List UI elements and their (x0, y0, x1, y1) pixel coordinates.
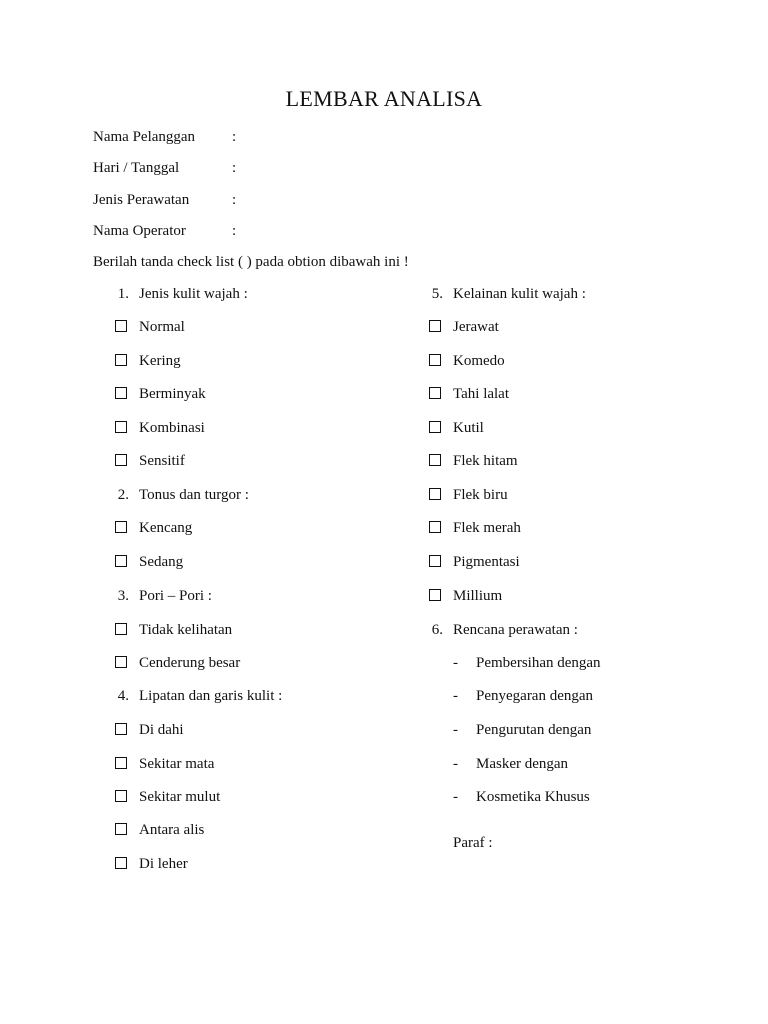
meta-colon: : (232, 223, 237, 239)
checkbox-label: Di dahi (139, 722, 184, 738)
meta-label: Jenis Perawatan (93, 192, 190, 208)
checkbox-label: Sedang (139, 554, 184, 570)
checkbox-label: Flek biru (453, 487, 508, 503)
checkbox[interactable] (115, 656, 127, 668)
checkbox[interactable] (115, 823, 127, 835)
checkbox[interactable] (115, 757, 127, 769)
checkbox[interactable] (429, 555, 441, 567)
meta-label: Nama Operator (93, 223, 186, 239)
dash-bullet: - (453, 756, 458, 772)
checkbox-label: Berminyak (139, 386, 206, 402)
dash-bullet: - (453, 722, 458, 738)
section-title: Lipatan dan garis kulit : (139, 688, 283, 704)
checkbox[interactable] (115, 387, 127, 399)
checkbox-label: Kutil (453, 420, 484, 436)
dash-bullet: - (453, 688, 458, 704)
checkbox-label: Tidak kelihatan (139, 622, 233, 638)
meta-label: Nama Pelanggan (93, 129, 196, 145)
dash-bullet: - (453, 789, 458, 805)
checkbox-label: Sekitar mulut (139, 789, 221, 805)
checkbox[interactable] (429, 354, 441, 366)
section-title: Rencana perawatan : (453, 622, 578, 638)
checkbox[interactable] (115, 354, 127, 366)
meta-colon: : (232, 160, 237, 176)
checkbox[interactable] (115, 790, 127, 802)
instruction-text: Berilah tanda check list ( ) pada obtion dibawah ini ! (93, 254, 409, 270)
checkbox-label: Cenderung besar (139, 655, 241, 671)
checkbox-label: Kombinasi (139, 420, 205, 436)
plan-item-label: Masker dengan (476, 756, 569, 772)
section-title: Tonus dan turgor : (139, 487, 249, 503)
checkbox[interactable] (429, 488, 441, 500)
checkbox[interactable] (429, 421, 441, 433)
checkbox[interactable] (429, 521, 441, 533)
section-number: 4. (117, 688, 129, 704)
dash-bullet: - (453, 655, 458, 671)
checkbox-label: Di leher (139, 856, 188, 872)
checkbox-label: Tahi lalat (453, 386, 510, 402)
plan-item-label: Kosmetika Khusus (476, 789, 590, 805)
checkbox-label: Kering (139, 353, 181, 369)
checkbox[interactable] (115, 723, 127, 735)
meta-label: Hari / Tanggal (93, 160, 180, 176)
section-title: Jenis kulit wajah : (139, 286, 248, 302)
plan-item-label: Penyegaran dengan (476, 688, 594, 704)
section-number: 3. (117, 588, 129, 604)
checkbox-label: Flek merah (453, 520, 521, 536)
checkbox-label: Antara alis (139, 822, 205, 838)
section-title: Kelainan kulit wajah : (453, 286, 586, 302)
checkbox-label: Jerawat (453, 319, 499, 335)
section-title: Pori – Pori : (139, 588, 212, 604)
checkbox[interactable] (115, 555, 127, 567)
checkbox-label: Millium (453, 588, 503, 604)
section-number: 6. (431, 622, 443, 638)
checkbox-label: Normal (139, 319, 185, 335)
section-number: 5. (431, 286, 443, 302)
section-number: 1. (117, 286, 129, 302)
checkbox[interactable] (429, 589, 441, 601)
checkbox[interactable] (115, 421, 127, 433)
checkbox-label: Komedo (453, 353, 505, 369)
checkbox[interactable] (115, 521, 127, 533)
meta-colon: : (232, 129, 237, 145)
checkbox-label: Sekitar mata (139, 756, 215, 772)
checkbox-label: Pigmentasi (453, 554, 520, 570)
checkbox[interactable] (429, 454, 441, 466)
form-title: LEMBAR ANALISA (285, 86, 483, 111)
checkbox[interactable] (115, 320, 127, 332)
checkbox-label: Flek hitam (453, 453, 518, 469)
checkbox[interactable] (115, 454, 127, 466)
checkbox[interactable] (429, 387, 441, 399)
paraf-label: Paraf : (453, 835, 493, 851)
plan-item-label: Pengurutan dengan (476, 722, 592, 738)
checkbox-label: Kencang (139, 520, 193, 536)
checkbox[interactable] (115, 857, 127, 869)
section-number: 2. (117, 487, 129, 503)
checkbox[interactable] (115, 623, 127, 635)
meta-colon: : (232, 192, 237, 208)
checkbox[interactable] (429, 320, 441, 332)
checkbox-label: Sensitif (139, 453, 185, 469)
plan-item-label: Pembersihan dengan (476, 655, 601, 671)
